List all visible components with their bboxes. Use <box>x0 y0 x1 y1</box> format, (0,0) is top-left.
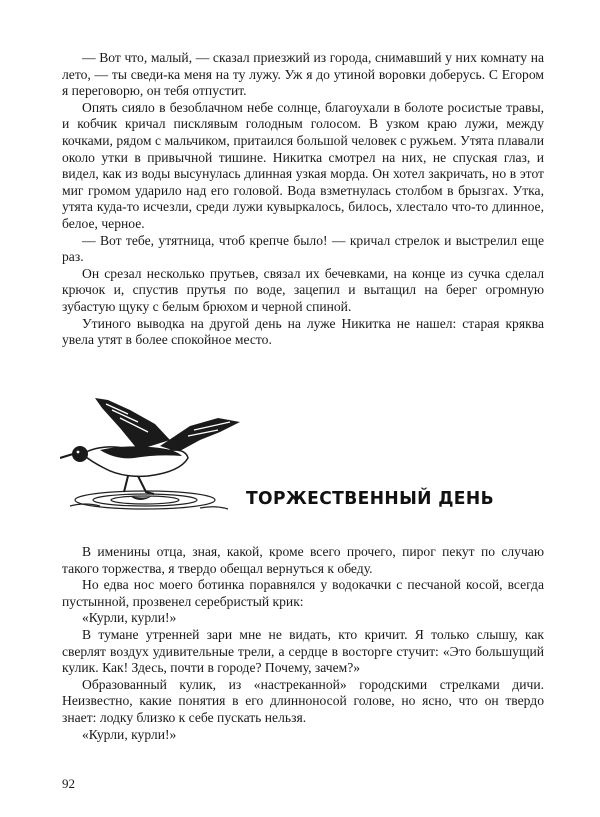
paragraph: — Вот что, малый, — сказал приезжий из города, снимавший у них комнату на лето, — ты сведи-ка меня на ту лужу. Уж я до утиной воровки доберусь. С Егором я переговорю, он тебя отпустит. <box>62 50 544 99</box>
paragraph: — Вот тебе, утятница, чтоб крепче было! — кричал стрелок и выстрелил еще раз. <box>62 232 544 265</box>
page-number: 92 <box>62 776 75 791</box>
story-ending-text <box>62 50 544 349</box>
paragraph: Но едва нос моего ботинка поравнялся у водокачки с песчаной косой, всегда пустынной, прозвенел серебристый крик: <box>62 577 544 609</box>
paragraph: Образованный кулик, из «настреканной» городскими стрелками дичи. Неизвестно, какие понятия в его длинноносой голове, но ясно, что он твердо знает: лодку близко к себе пускать нельзя. <box>62 676 544 725</box>
paragraph: В тумане утренней зари мне не видать, кто кричит. Я только слышу, как сверлят воздух удивительные трели, а сердце в восторге стучит: «Это большущий кулик. Как! Здесь, почти в городе? Почему, зачем?» <box>62 626 544 676</box>
paragraph: Он срезал несколько прутьев, связал их бечевками, на конце из сучка сделал крючок и, спустив прутья по воде, зацепил и вытащил на берег огромную зубастую щуку с белым брюхом и черной спиной. <box>62 265 544 314</box>
chapter-title: ТОРЖЕСТВЕННЫЙ ДЕНЬ <box>246 488 494 509</box>
sandpiper-bird-icon <box>60 388 245 518</box>
paragraph: В именины отца, зная, какой, кроме всего прочего, пирог пекут по случаю такого торжества, я твердо обещал вернуться к обеду. <box>62 544 544 576</box>
paragraph: Утиного выводка на другой день на луже Никитка не нашел: старая кряква увела утят в более спокойное место. <box>62 315 544 348</box>
paragraph: «Курли, курли!» <box>82 610 177 626</box>
chapter-text <box>62 544 544 743</box>
paragraph: «Курли, курли!» <box>82 726 177 742</box>
paragraph: Опять сияло в безоблачном небе солнце, благоухали в болоте росистые травы, и кобчик кричал писклявым голодным голосом. В узком краю лужи, между кочками, рядом с мальчиком, притаился большой человек с ружьем. Утята плавали около утки в привычной тишине. Никитка смотрел на них, не спуская глаз, и видел, как из воды высунулась длинная узкая морда. Он хотел закричать, но в этот миг громом ударило над его головой. Вода взметнулась столбом в брызгах. Утка, утята куда-то исчезли, среди лужи кувыркалось, билось, хлестало что-то длинное, белое, черное. <box>62 99 544 231</box>
